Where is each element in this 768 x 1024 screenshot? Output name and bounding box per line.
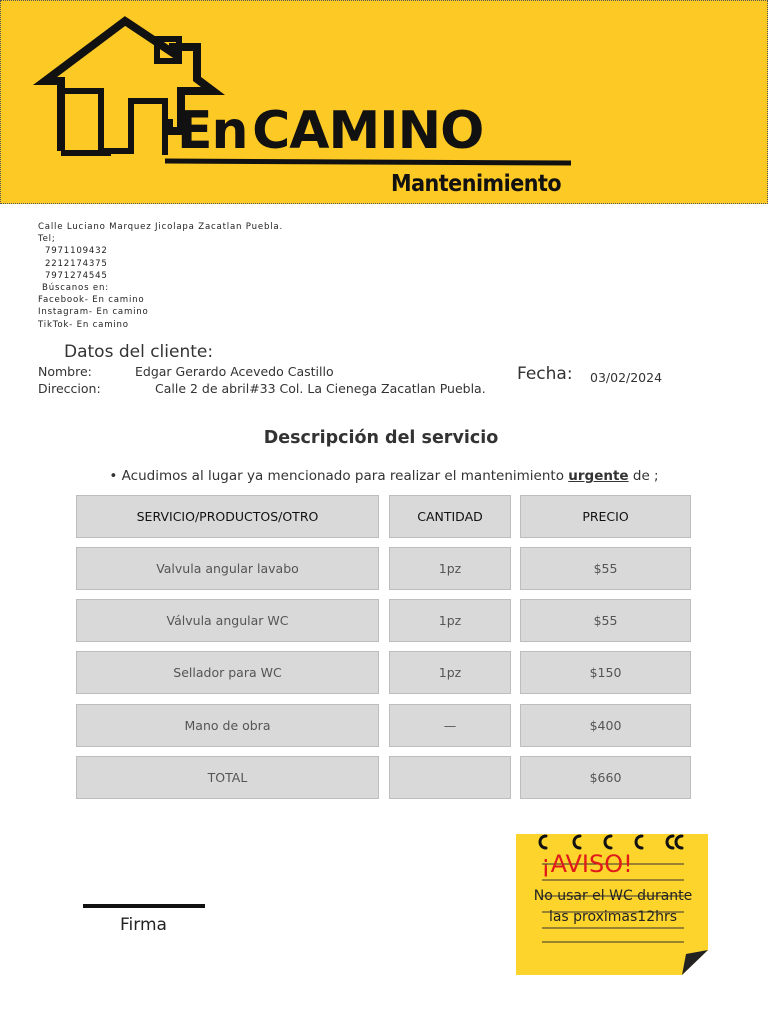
row-4-service: Mano de obra xyxy=(76,704,379,747)
brand-en: En xyxy=(177,101,248,161)
client-section-title: Datos del cliente: xyxy=(64,342,214,362)
row-2-price: $55 xyxy=(520,599,691,642)
instagram-text: Instagram- En camino xyxy=(38,307,149,318)
name-label: Nombre: xyxy=(38,364,92,379)
name-value: Edgar Gerardo Acevedo Castillo xyxy=(135,364,334,379)
row-1-price: $55 xyxy=(520,547,691,590)
phone-3: 7971274545 xyxy=(45,270,108,281)
row-1-quantity: 1pz xyxy=(389,547,511,590)
brand-name xyxy=(177,101,483,161)
notice-line-1: No usar el WC durante xyxy=(533,888,693,904)
total-quantity xyxy=(389,756,511,799)
row-3-service: Sellador para WC xyxy=(76,651,379,694)
notice-title: ¡AVISO! xyxy=(541,850,633,878)
row-4-quantity: — xyxy=(389,704,511,747)
row-3-quantity: 1pz xyxy=(389,651,511,694)
date-label: Fecha: xyxy=(517,364,573,384)
facebook-text: Facebook- En camino xyxy=(38,295,145,306)
brand-subtitle: Mantenimiento xyxy=(391,171,562,197)
tiktok-text: TikTok- En camino xyxy=(38,319,129,330)
notice-text xyxy=(518,886,708,928)
social-label: Búscanos en: xyxy=(42,283,109,294)
row-2-service: Válvula angular WC xyxy=(76,599,379,642)
signature-line xyxy=(83,904,205,908)
intro-tail: de ; xyxy=(628,468,659,484)
row-1-service: Valvula angular lavabo xyxy=(76,547,379,590)
header-banner xyxy=(0,0,768,204)
contact-address: Calle Luciano Marquez Jicolapa Zacatlan Puebla. xyxy=(38,222,284,232)
brand-camino: CAMINO xyxy=(252,101,484,161)
contact-block xyxy=(38,221,283,331)
service-intro xyxy=(0,468,768,484)
notice-line-2: las proximas12hrs xyxy=(548,909,678,925)
phone-2: 2212174375 xyxy=(45,258,108,269)
intro-text: • Acudimos al lugar ya mencionado para realizar el mantenimiento xyxy=(109,468,569,484)
signature-label: Firma xyxy=(120,915,167,935)
tel-label: Tel; xyxy=(38,234,56,245)
service-title: Descripción del servicio xyxy=(263,428,499,448)
address-value: Calle 2 de abril#33 Col. La Cienega Zacatlan Puebla. xyxy=(155,381,486,396)
total-price: $660 xyxy=(520,756,691,799)
intro-emphasis: urgente xyxy=(568,468,629,484)
address-label: Direccion: xyxy=(38,381,101,396)
phone-1: 7971109432 xyxy=(45,246,108,257)
row-4-price: $400 xyxy=(520,704,691,747)
header-quantity: CANTIDAD xyxy=(389,495,511,538)
header-price: PRECIO xyxy=(520,495,691,538)
row-3-price: $150 xyxy=(520,651,691,694)
header-service: SERVICIO/PRODUCTOS/OTRO xyxy=(76,495,379,538)
total-label: TOTAL xyxy=(76,756,379,799)
row-2-quantity: 1pz xyxy=(389,599,511,642)
date-value: 03/02/2024 xyxy=(590,370,663,385)
